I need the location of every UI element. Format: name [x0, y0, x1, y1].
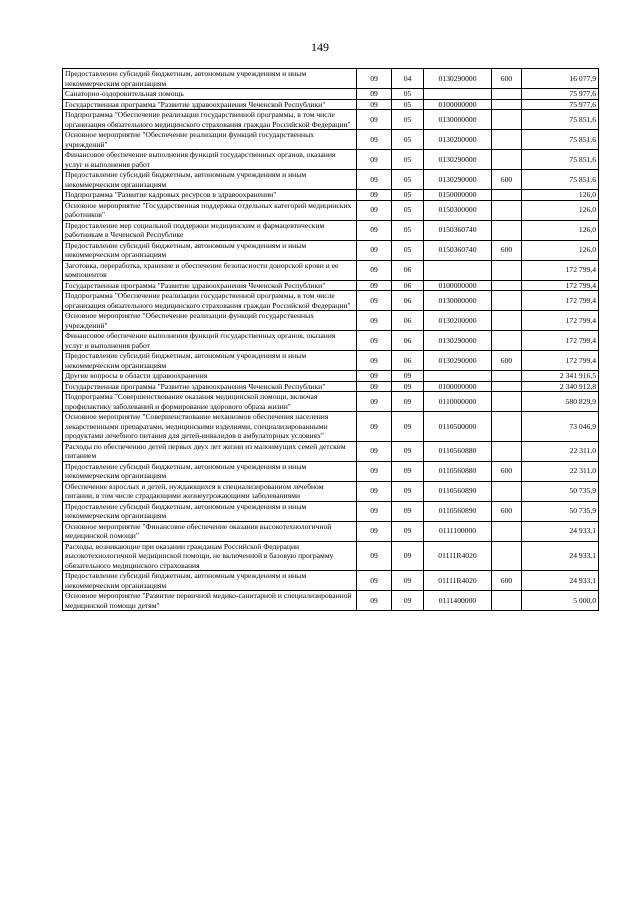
- row-amount: 172 799,4: [522, 351, 599, 371]
- row-amount: 126,0: [522, 190, 599, 201]
- row-subsection: 05: [392, 240, 424, 260]
- row-target-article: 0110500000: [424, 412, 492, 442]
- row-amount: 75 851,6: [522, 150, 599, 170]
- row-expense-type: [492, 110, 522, 130]
- table-row: [63, 89, 599, 100]
- row-target-article: 0110560890: [424, 501, 492, 521]
- row-expense-type: [492, 200, 522, 220]
- row-name: Основное мероприятие "Развитие первичной медико-санитарной и специализированной медицинской помощи детям": [63, 591, 357, 611]
- row-subsection: 09: [392, 381, 424, 392]
- table-row: [63, 130, 599, 150]
- row-target-article: 0130290000: [424, 351, 492, 371]
- row-expense-type: [492, 441, 522, 461]
- table-row: [63, 280, 599, 291]
- row-name: Другие вопросы в области здравоохранения: [63, 371, 357, 382]
- row-target-article: 0130200000: [424, 311, 492, 331]
- table-row: [63, 99, 599, 110]
- row-expense-type: 600: [492, 170, 522, 190]
- table-row: [63, 260, 599, 280]
- table-row: [63, 501, 599, 521]
- row-expense-type: [492, 291, 522, 311]
- table-row: [63, 190, 599, 201]
- row-expense-type: [492, 190, 522, 201]
- row-subsection: 09: [392, 461, 424, 481]
- row-name: Основное мероприятие "Финансовое обеспечение оказания высокотехнологичной медицинской помощи": [63, 521, 357, 541]
- row-subsection: 06: [392, 280, 424, 291]
- row-target-article: 0100000000: [424, 381, 492, 392]
- row-target-article: 0110000000: [424, 392, 492, 412]
- row-amount: 172 799,4: [522, 331, 599, 351]
- row-target-article: 0130000000: [424, 110, 492, 130]
- row-expense-type: [492, 130, 522, 150]
- row-amount: 75 851,6: [522, 110, 599, 130]
- table-row: [63, 541, 599, 571]
- row-expense-type: [492, 521, 522, 541]
- row-amount: 172 799,4: [522, 260, 599, 280]
- row-section: 09: [357, 220, 392, 240]
- table-row: [63, 591, 599, 611]
- row-amount: 73 046,9: [522, 412, 599, 442]
- table-row: [63, 441, 599, 461]
- row-subsection: 04: [392, 69, 424, 89]
- row-amount: 172 799,4: [522, 280, 599, 291]
- row-section: 09: [357, 392, 392, 412]
- row-name: Финансовое обеспечение выполнения функций государственных органов, оказания услуг и выполнения работ: [63, 331, 357, 351]
- row-name: Расходы по обеспечению детей первых двух лет жизни из малоимущих семей детским питанием: [63, 441, 357, 461]
- row-amount: 24 933,1: [522, 521, 599, 541]
- row-subsection: 06: [392, 331, 424, 351]
- row-subsection: 09: [392, 392, 424, 412]
- row-name: Предоставление субсидий бюджетным, автономным учреждениям и иным некоммерческим организациям: [63, 69, 357, 89]
- row-name: Подпрограмма "Обеспечение реализации государственной программы, в том числе организация обязательного медицинского страхования граждан Российской Федерации": [63, 110, 357, 130]
- row-section: 09: [357, 89, 392, 100]
- row-section: 09: [357, 412, 392, 442]
- row-name: Государственная программа "Развитие здравоохранения Чеченской Республики": [63, 280, 357, 291]
- table-row: [63, 412, 599, 442]
- row-name: Основное мероприятие "Обеспечение реализации функций государственных учреждений": [63, 311, 357, 331]
- row-subsection: 05: [392, 200, 424, 220]
- row-target-article: 01111R4020: [424, 541, 492, 571]
- row-name: Расходы, возникающие при оказании гражданам Российской Федерации высокотехнологичной медицинской помощи, не включенной в базовую программу обязательного медицинского страхования: [63, 541, 357, 571]
- row-target-article: [424, 260, 492, 280]
- row-subsection: 09: [392, 591, 424, 611]
- row-expense-type: [492, 331, 522, 351]
- row-expense-type: [492, 150, 522, 170]
- row-subsection: 09: [392, 371, 424, 382]
- row-expense-type: 600: [492, 69, 522, 89]
- row-expense-type: [492, 99, 522, 110]
- row-name: Предоставление субсидий бюджетным, автономным учреждениям и иным некоммерческим организациям: [63, 571, 357, 591]
- table-row: [63, 331, 599, 351]
- row-expense-type: 600: [492, 240, 522, 260]
- row-target-article: 0111100000: [424, 521, 492, 541]
- row-section: 09: [357, 461, 392, 481]
- row-expense-type: [492, 220, 522, 240]
- row-subsection: 05: [392, 170, 424, 190]
- row-subsection: 05: [392, 220, 424, 240]
- row-amount: 22 311,0: [522, 461, 599, 481]
- row-name: Предоставление мер социальной поддержки медицинским и фармацевтическим работникам в Чеченской Республике: [63, 220, 357, 240]
- row-amount: 24 933,1: [522, 571, 599, 591]
- table-row: [63, 150, 599, 170]
- table-body: [63, 69, 599, 611]
- row-subsection: 09: [392, 441, 424, 461]
- table-row: [63, 69, 599, 89]
- table-row: [63, 381, 599, 392]
- row-amount: 75 977,6: [522, 89, 599, 100]
- row-name: Основное мероприятие "Государственная поддержка отдельных категорий медицинских работников": [63, 200, 357, 220]
- row-section: 09: [357, 481, 392, 501]
- row-expense-type: [492, 392, 522, 412]
- row-section: 09: [357, 130, 392, 150]
- row-target-article: [424, 371, 492, 382]
- row-name: Подпрограмма "Развитие кадровых ресурсов в здравоохранении": [63, 190, 357, 201]
- row-subsection: 05: [392, 89, 424, 100]
- row-name: Государственная программа "Развитие здравоохранения Чеченской Республики": [63, 381, 357, 392]
- row-section: 09: [357, 110, 392, 130]
- table-row: [63, 392, 599, 412]
- row-expense-type: [492, 280, 522, 291]
- row-section: 09: [357, 591, 392, 611]
- row-subsection: 05: [392, 99, 424, 110]
- row-section: 09: [357, 351, 392, 371]
- row-amount: 16 077,9: [522, 69, 599, 89]
- row-amount: 24 933,1: [522, 541, 599, 571]
- row-expense-type: [492, 311, 522, 331]
- row-amount: 580 829,9: [522, 392, 599, 412]
- row-amount: 172 799,4: [522, 311, 599, 331]
- row-section: 09: [357, 501, 392, 521]
- row-target-article: 0150300000: [424, 200, 492, 220]
- row-target-article: 0111400000: [424, 591, 492, 611]
- row-subsection: 09: [392, 412, 424, 442]
- row-target-article: 0130200000: [424, 130, 492, 150]
- row-expense-type: 600: [492, 501, 522, 521]
- row-expense-type: [492, 371, 522, 382]
- row-name: Подпрограмма "Совершенствование оказания медицинской помощи, включая профилактику заболеваний и формирование здорового образа жизни": [63, 392, 357, 412]
- table-row: [63, 521, 599, 541]
- row-amount: 126,0: [522, 200, 599, 220]
- row-section: 09: [357, 280, 392, 291]
- table-row: [63, 200, 599, 220]
- row-target-article: 0150000000: [424, 190, 492, 201]
- row-section: 09: [357, 190, 392, 201]
- table-row: [63, 371, 599, 382]
- budget-table: [62, 68, 599, 611]
- row-subsection: 09: [392, 521, 424, 541]
- row-name: Финансовое обеспечение выполнения функций государственных органов, оказания услуг и выполнения работ: [63, 150, 357, 170]
- row-target-article: 0100000000: [424, 280, 492, 291]
- row-name: Основное мероприятие "Совершенствование механизмов обеспечения населения лекарственными препаратами, медицинскими изделиями, специализированными продуктами лечебного питания для детей-инвалидов в амбулаторных условиях": [63, 412, 357, 442]
- table-row: [63, 240, 599, 260]
- row-expense-type: 600: [492, 351, 522, 371]
- row-target-article: 01111R4020: [424, 571, 492, 591]
- row-expense-type: [492, 591, 522, 611]
- row-subsection: 06: [392, 260, 424, 280]
- row-name: Заготовка, переработка, хранение и обеспечение безопасности донорской крови и ее компонентов: [63, 260, 357, 280]
- row-subsection: 06: [392, 291, 424, 311]
- row-subsection: 09: [392, 571, 424, 591]
- row-expense-type: [492, 541, 522, 571]
- row-section: 09: [357, 571, 392, 591]
- row-section: 09: [357, 541, 392, 571]
- table-row: [63, 110, 599, 130]
- row-subsection: 09: [392, 541, 424, 571]
- row-target-article: 0150360740: [424, 220, 492, 240]
- row-subsection: 05: [392, 130, 424, 150]
- row-section: 09: [357, 200, 392, 220]
- row-target-article: 0130000000: [424, 291, 492, 311]
- row-target-article: 0130290000: [424, 331, 492, 351]
- row-name: Санаторно-оздоровительная помощь: [63, 89, 357, 100]
- row-section: 09: [357, 170, 392, 190]
- row-expense-type: 600: [492, 571, 522, 591]
- table-row: [63, 311, 599, 331]
- row-section: 09: [357, 311, 392, 331]
- row-expense-type: 600: [492, 461, 522, 481]
- row-name: Государственная программа "Развитие здравоохранения Чеченской Республики": [63, 99, 357, 110]
- row-target-article: 0130290000: [424, 69, 492, 89]
- row-target-article: 0150360740: [424, 240, 492, 260]
- table-row: [63, 220, 599, 240]
- row-name: Подпрограмма "Обеспечение реализации государственной программы, в том числе организация обязательного медицинского страхования граждан Российской Федерации": [63, 291, 357, 311]
- row-expense-type: [492, 89, 522, 100]
- row-amount: 5 000,0: [522, 591, 599, 611]
- row-section: 09: [357, 331, 392, 351]
- row-section: 09: [357, 521, 392, 541]
- row-subsection: 06: [392, 351, 424, 371]
- row-section: 09: [357, 99, 392, 110]
- row-section: 09: [357, 291, 392, 311]
- row-amount: 2 340 912,8: [522, 381, 599, 392]
- row-target-article: 0110560880: [424, 441, 492, 461]
- row-section: 09: [357, 150, 392, 170]
- row-section: 09: [357, 260, 392, 280]
- row-name: Основное мероприятие "Обеспечение реализации функций государственных учреждений": [63, 130, 357, 150]
- row-amount: 50 735,9: [522, 481, 599, 501]
- table-row: [63, 351, 599, 371]
- row-amount: 75 851,6: [522, 170, 599, 190]
- row-name: Предоставление субсидий бюджетным, автономным учреждениям и иным некоммерческим организациям: [63, 240, 357, 260]
- row-target-article: 0110560880: [424, 461, 492, 481]
- row-subsection: 09: [392, 501, 424, 521]
- row-amount: 22 311,0: [522, 441, 599, 461]
- row-section: 09: [357, 240, 392, 260]
- row-section: 09: [357, 371, 392, 382]
- row-target-article: 0130290000: [424, 150, 492, 170]
- row-name: Предоставление субсидий бюджетным, автономным учреждениям и иным некоммерческим организациям: [63, 501, 357, 521]
- row-amount: 126,0: [522, 220, 599, 240]
- row-amount: 75 977,6: [522, 99, 599, 110]
- row-amount: 75 851,6: [522, 130, 599, 150]
- row-subsection: 05: [392, 110, 424, 130]
- row-target-article: 0100000000: [424, 99, 492, 110]
- row-subsection: 05: [392, 190, 424, 201]
- row-target-article: [424, 89, 492, 100]
- row-section: 09: [357, 69, 392, 89]
- row-target-article: 0110560890: [424, 481, 492, 501]
- row-subsection: 09: [392, 481, 424, 501]
- row-expense-type: [492, 381, 522, 392]
- row-target-article: 0130290000: [424, 170, 492, 190]
- row-name: Предоставление субсидий бюджетным, автономным учреждениям и иным некоммерческим организациям: [63, 351, 357, 371]
- row-amount: 50 735,9: [522, 501, 599, 521]
- row-section: 09: [357, 381, 392, 392]
- row-expense-type: [492, 260, 522, 280]
- row-name: Обеспечение взрослых и детей, нуждающихся в специализированном лечебном питании, в том числе страдающими жизнеугрожающими заболеваниями: [63, 481, 357, 501]
- row-section: 09: [357, 441, 392, 461]
- row-name: Предоставление субсидий бюджетным, автономным учреждениям и иным некоммерческим организациям: [63, 461, 357, 481]
- row-amount: 172 799,4: [522, 291, 599, 311]
- table-row: [63, 170, 599, 190]
- row-amount: 2 341 916,5: [522, 371, 599, 382]
- table-row: [63, 461, 599, 481]
- row-subsection: 06: [392, 311, 424, 331]
- page-number: 149: [311, 40, 329, 54]
- table-row: [63, 481, 599, 501]
- table-row: [63, 571, 599, 591]
- table-row: [63, 291, 599, 311]
- row-expense-type: [492, 481, 522, 501]
- row-subsection: 05: [392, 150, 424, 170]
- row-amount: 126,0: [522, 240, 599, 260]
- row-name: Предоставление субсидий бюджетным, автономным учреждениям и иным некоммерческим организациям: [63, 170, 357, 190]
- row-expense-type: [492, 412, 522, 442]
